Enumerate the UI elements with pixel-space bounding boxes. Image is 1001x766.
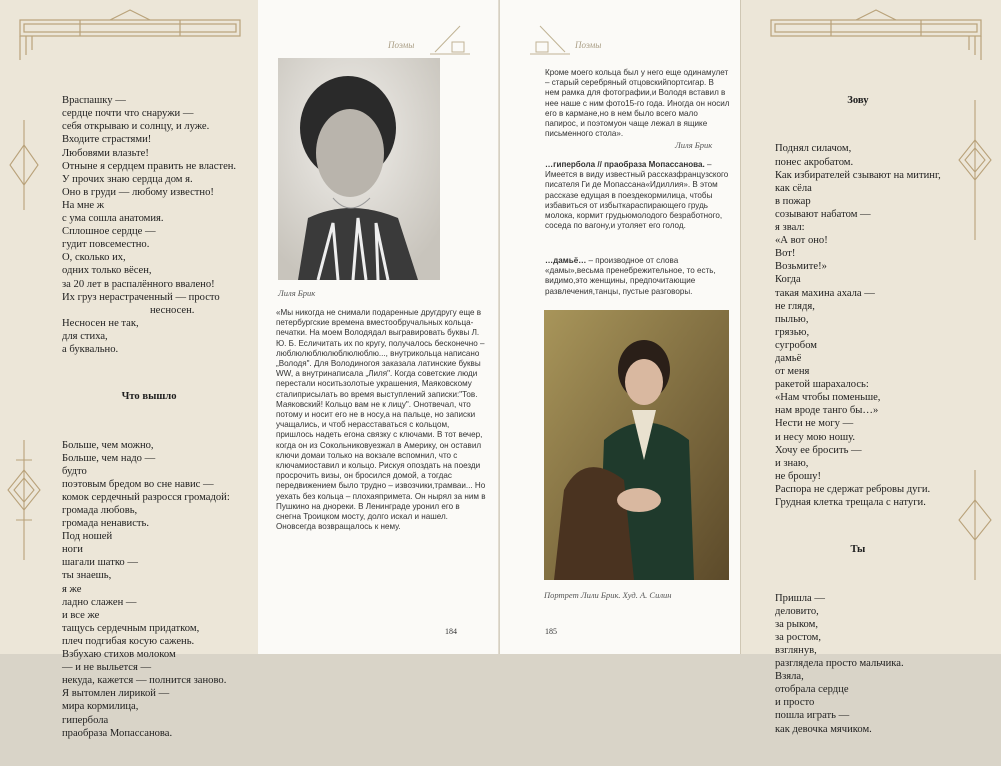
text-line: люблюлюблюлюблюлюблю..., внутри — [276, 348, 416, 358]
text-line: Взяла, — [775, 671, 804, 683]
text-line: Вот! — [775, 248, 796, 260]
text-line: на связку с ключами. — [355, 430, 435, 440]
art-deco-ornament-side-upper — [4, 120, 44, 210]
note-title: …дамьё… — [545, 256, 587, 265]
text-line: «Нам чтобы поменьше, — [775, 392, 881, 404]
text-line: как девочка мячиком. — [775, 723, 872, 735]
text-line: О, сколько их, — [62, 252, 126, 264]
text-line: взглянув, — [775, 644, 817, 656]
text-line: Нести не могу — — [775, 418, 854, 430]
text-line: но в нем было всего мало папирос, и поэтому — [545, 108, 698, 129]
quote-author: Лиля Брик — [675, 140, 713, 150]
text-line: ты знаешь, — [62, 570, 112, 582]
text-line: я заказала латинские буквы WW, а внутри — [276, 359, 481, 379]
text-line: Под ношей — [62, 531, 113, 543]
text-line: ноги — [62, 544, 83, 556]
text-line: это женщины, предпочитающие развлечения, — [545, 276, 696, 296]
section-title: Что вышло — [121, 391, 177, 403]
text-line: нам вроде танго бы…» — [775, 405, 879, 417]
text-line: Пришла — — [775, 592, 826, 604]
text-line: Отныне я сердцем править не властен. — [62, 160, 237, 172]
text-line: — и не выльется — — [62, 662, 152, 674]
text-line: за рыком, — [775, 618, 819, 630]
text-line: На мне ж — [62, 199, 105, 211]
text-line: для стиха, — [62, 330, 108, 342]
text-line: французского писателя Ги де Мопассана — [545, 170, 729, 190]
photo-caption: Лиля Брик — [278, 288, 316, 298]
memoir-text — [276, 308, 486, 532]
text-line: «Мы никогда не снимали подаренные друг — [276, 308, 437, 317]
text-line: кольца написано „Володя". Для Володиного — [276, 348, 480, 369]
painting-caption: Портрет Лили Брик. Худ. А. Силин — [544, 590, 672, 600]
page-185 — [500, 0, 740, 654]
text-line: Грудная клетка трещала с натуги. — [775, 497, 926, 508]
text-line: деловито, — [775, 605, 819, 617]
text-line: поэтовым бредом во сне навис — — [62, 478, 214, 490]
text-line: ладно слажен — — [62, 596, 137, 608]
text-line: дамьё — [775, 352, 802, 364]
text-line: Любовями влазьте! — [62, 147, 149, 159]
text-line: "Тов. Маяковский! Кольцо вам не к лицу". Он — [276, 389, 478, 409]
text-line: и знаю, — [775, 457, 809, 469]
text-line: мира кормилица, — [62, 701, 139, 713]
text-line: примета. Он нырял за ним в Пушкино на дно — [276, 491, 486, 511]
text-line: я звал: — [775, 222, 805, 234]
text-line: Возьмите!» — [775, 261, 827, 273]
text-line: созывают набатом — — [775, 208, 871, 220]
text-line: и просрочить визы, он бросился домой, а тогда — [276, 461, 481, 481]
text-line: «Идиллия». В этом рассказе едущая в поезде — [545, 180, 718, 200]
text-line: золотые украшения, Маяковскому стали — [276, 379, 472, 399]
text-line: портсигар. В нем рамка для фотографии, — [545, 78, 714, 98]
text-line: отвечал, что потому и носит его не в носу, — [276, 399, 471, 420]
poem-title-ty: Ты — [850, 544, 866, 556]
text-line: и несу мою ношу. — [775, 431, 856, 443]
pen-inkwell-icon — [530, 22, 570, 58]
text-line: шагали шатко — — [62, 557, 138, 569]
running-header-right: Поэмы — [575, 40, 602, 50]
text-line: уезжал в Америку, он оставил ключи дома — [276, 440, 482, 460]
text-line: всегда возвращалось к нему. — [291, 522, 401, 532]
text-line: молодого безработного, соседа по вагону, — [545, 211, 723, 231]
text-line: пылью, — [775, 313, 809, 325]
text-line: Я вытомлен лирикой — — [62, 688, 170, 700]
text-line: гипербола — [62, 714, 109, 726]
text-line: а буквально. — [62, 343, 119, 355]
text-line: я же — [62, 583, 82, 595]
text-line: Сплошное сердце — — [62, 226, 156, 238]
poem-right — [775, 68, 941, 762]
text-line: Хочу ее бросить — — [775, 444, 862, 456]
text-line: праобраза Мопассанова. — [62, 727, 173, 739]
text-line: сугробом — [775, 339, 817, 351]
memoir-quote — [545, 68, 730, 139]
text-line: такая махина ахала — — [775, 287, 875, 299]
text-line: будто — [62, 465, 87, 477]
text-line: отобрала сердце — [775, 684, 849, 696]
text-line: Имеется в виду известный рассказ — [545, 170, 677, 180]
text-line: себя открываю и солнцу, и луже. — [62, 121, 210, 133]
text-line: некуда, кажется — полнится заново. — [62, 675, 227, 687]
note-title: …гипербола // праобраза Мопассанова. — [545, 160, 705, 169]
text-line: В тот вечер, когда он из Сокольников — [276, 430, 483, 450]
text-line: комок сердечный разросся громадой: — [62, 491, 230, 503]
text-line: и просто — [775, 697, 815, 709]
text-line: Больше, чем надо — — [62, 452, 156, 464]
text-line: реки. В Ленинграде уронил его в снег — [276, 501, 460, 522]
text-line: оставил и кольцо. Рискуя опоздать на поезд — [309, 461, 476, 471]
text-line: танцы, пустые разговоры. — [595, 286, 693, 296]
text-line: одних только вёсен, — [62, 265, 152, 277]
text-line: написала „Лиля". — [327, 369, 393, 379]
text-line: за 20 лет в распалённого ввалено! — [62, 278, 215, 290]
text-line: Кроме моего кольца был у него еще один — [545, 68, 702, 77]
text-line: Враспашку — — [62, 95, 126, 107]
text-line: сердце почти что снаружи — — [62, 108, 194, 120]
text-line: кормилица, чтобы избавиться от избытка — [545, 190, 713, 210]
art-deco-ornament-side-lower — [955, 470, 995, 580]
text-line: тащусь сердечным придатком, — [62, 622, 200, 634]
text-line: и только на вокзале вспомнил, что с ключами — [276, 450, 458, 471]
text-line: другу еще в петербургские времена вместо — [276, 308, 482, 328]
text-line: понес акробатом. — [775, 156, 854, 168]
text-line: обручальных кольца-печатки. На моем Володя — [276, 318, 474, 338]
text-line: в пожар — [775, 195, 811, 207]
text-line: разглядела просто мальчика. — [775, 658, 904, 670]
text-line: Входите страстями! — [62, 134, 152, 146]
text-line: громада любовь, — [62, 505, 138, 516]
text-line: присылать во время выступлений записки: — [297, 389, 460, 399]
page-number-right: 185 — [545, 627, 557, 636]
art-deco-ornament-top-left — [0, 0, 258, 70]
text-line: гудит повсеместно. — [62, 239, 150, 251]
text-line: Когда советские люди перестали носить — [276, 369, 478, 389]
photo-lilya-brik — [278, 58, 440, 280]
text-line: несносен. — [150, 304, 195, 316]
text-line: амулет – старый серебряный отцовский — [545, 68, 729, 88]
text-line: Распора не сдержат ребровы дуги. — [775, 483, 931, 495]
text-line: на Троицком мосту, долго искал и нашел. Оно — [276, 512, 448, 532]
text-line: пошла играть — — [775, 710, 850, 722]
note-hyperbole: …гипербола // праобраза Мопассанова. – Имеется в виду известный рассказфранцузского писателя Ги де Мопассана«Идиллия». В этом рассказе едущая в поездекормилица, чтобы избавиться от избыткараспирающего грудь молока, кормит грудьюмолодого безработного, соседа по вагону,и утоляет его голод. — [545, 160, 729, 231]
note-damyo — [545, 256, 735, 297]
text-line: ракетой шарахалось: — [775, 379, 869, 391]
text-line: дал выгравировать буквы Л. Ю. Б. Если — [276, 328, 480, 348]
art-deco-ornament-side — [4, 440, 44, 560]
text-line: грязью, — [775, 326, 810, 338]
art-deco-ornament-top-right — [741, 0, 1001, 70]
text-line: плеч подгибая косую сажень. — [62, 635, 195, 647]
text-line: он чаще лежал в ящике письменного стола». — [545, 119, 708, 139]
poem-title-zovu: Зову — [847, 95, 869, 107]
text-line: за ростом, — [775, 631, 822, 643]
text-line: от меня — [775, 366, 810, 378]
text-line: «А вот оно! — [775, 235, 828, 247]
text-line: Взбухаю стихов молоком — [62, 649, 176, 661]
text-line: Несносен не так, — [62, 317, 139, 329]
text-line: расставаться с кольцом, пришлось надеть его — [276, 420, 450, 440]
text-line: громада ненависть. — [62, 518, 150, 530]
text-line: весьма пренебрежительное, то есть, видимо, — [545, 266, 716, 286]
text-line: Их груз нерастраченный — просто — [62, 291, 220, 303]
text-line: с передвижением было трудно – извозчики, — [276, 471, 452, 491]
text-line: Поднял силачом, — [775, 143, 852, 155]
text-line: У прочих знаю сердца дом я. — [62, 173, 193, 185]
text-line: трамваи... Но уехать без кольца – плохая — [276, 481, 486, 501]
text-line: с ума сошла анатомия. — [62, 213, 164, 225]
page-184 — [258, 0, 501, 654]
text-line: не глядя, — [775, 300, 815, 312]
text-line: Больше, чем можно, — [62, 439, 154, 451]
pen-inkwell-icon — [430, 22, 470, 58]
left-page — [0, 0, 258, 739]
right-page — [740, 0, 1001, 735]
text-line: распирающего грудь молока, кормит грудью — [545, 200, 709, 221]
text-line: 15-го года. Иногда он носил его в кармане, — [545, 98, 730, 118]
art-deco-ornament-side — [955, 100, 995, 240]
text-line: а на пальце, но записки учащались, и чтоб не — [276, 410, 476, 430]
text-line: и Володя вставил в нее наше с ним фото — [545, 88, 726, 108]
text-line: как сёла — [775, 182, 812, 194]
text-line: Когда — [775, 274, 801, 286]
text-line: Оно в груди — любому известно! — [62, 186, 214, 198]
poem-left — [62, 68, 236, 766]
running-header-left: Поэмы — [388, 40, 415, 50]
text-line: не брошу! — [775, 470, 821, 482]
text-line: читать их по кругу, получалось бесконечно – — [317, 338, 485, 348]
text-line: – производное от слова «дамы», — [545, 256, 679, 276]
text-line: и все же — [62, 609, 100, 621]
painting-portrait — [544, 310, 729, 580]
text-line: и утоляет его голод. — [610, 221, 686, 231]
text-line: Как избирателей сзывают на митинг, — [775, 169, 941, 181]
page-number-left: 184 — [445, 627, 457, 636]
